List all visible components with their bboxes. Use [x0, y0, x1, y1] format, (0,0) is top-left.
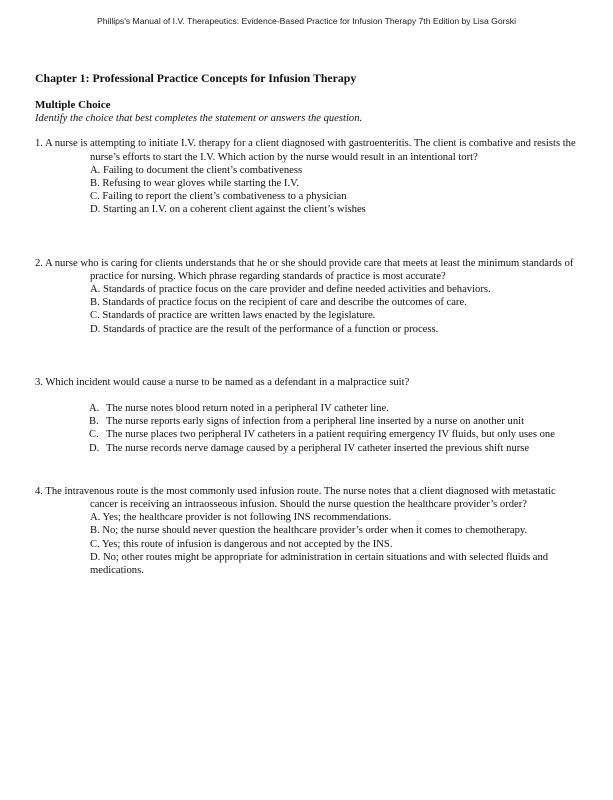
question-stem: 3. Which incident would cause a nurse to be named as a defendant in a malpractice suit? — [35, 376, 410, 388]
answer-options — [35, 164, 585, 217]
answer-option-c: C. Standards of practice are written laws enacted by the legislature. — [90, 310, 376, 322]
answer-option-c: C. Failing to report the client’s combativeness to a physician — [90, 191, 347, 203]
answer-option-d — [35, 442, 585, 455]
section-instructions: Identify the choice that best completes the statement or answers the question. — [35, 113, 363, 125]
answer-option-d: D. Standards of practice are the result of the performance of a function or process. — [90, 323, 439, 335]
answer-option-c — [35, 428, 585, 441]
question-1 — [35, 137, 585, 216]
document-body — [35, 72, 585, 577]
question-stem: 1. A nurse is attempting to initiate I.V. therapy for a client diagnosed with gastroenteritis. The client is combative and resists the nurse’s efforts to start the I.V. Which action by the nurse would result in an intentional tort? — [35, 138, 576, 163]
option-letter: B. — [89, 416, 99, 428]
answer-option-b: B. Refusing to wear gloves while starting the I.V. — [90, 178, 299, 190]
answer-option-d: D. Starting an I.V. on a coherent client against the client’s wishes — [90, 204, 366, 216]
question-4 — [35, 485, 585, 577]
answer-option-a: A. Standards of practice focus on the care provider and define needed activities and behaviors. — [90, 284, 491, 296]
answer-option-d: D. No; other routes might be appropriate for administration in certain situations and with selected fluids and medications. — [90, 551, 549, 577]
option-text: The nurse places two peripheral IV catheters in a patient requiring emergency IV fluids, but only uses one — [106, 429, 555, 441]
option-text: The nurse notes blood return noted in a peripheral IV catheter line. — [106, 403, 389, 415]
answer-options — [35, 511, 585, 577]
answer-option-a: A. Failing to document the client’s combativeness — [90, 164, 303, 176]
running-header: Phillips's Manual of I.V. Therapeutics: Evidence-Based Practice for Infusion Therapy 7th Edition by Lisa Gorski — [97, 16, 516, 26]
option-letter: D. — [89, 442, 100, 454]
question-stem: 4. The intravenous route is the most commonly used infusion route. The nurse notes that a client diagnosed with metastatic cancer is receiving an intraosseous infusion. Should the nurse question the healthcare provider’s order? — [35, 485, 556, 511]
answer-options — [35, 402, 585, 455]
question-3 — [35, 376, 585, 455]
option-letter: C. — [89, 429, 99, 441]
answer-option-a — [35, 402, 585, 415]
question-2 — [35, 257, 585, 336]
answer-option-b: B. Standards of practice focus on the recipient of care and describe the outcomes of care. — [90, 297, 467, 309]
answer-option-a: A. Yes; the healthcare provider is not following INS recommendations. — [90, 512, 392, 524]
question-stem: 2. A nurse who is caring for clients understands that he or she should provide care that meets at least the minimum standards of practice for nursing. Which phrase regarding standards of practice is most accurate? — [35, 257, 574, 282]
answer-option-b — [35, 415, 585, 428]
option-text: The nurse reports early signs of infection from a peripheral line inserted by a nurse on another unit — [106, 416, 525, 428]
section-title: Multiple Choice — [35, 99, 111, 112]
answer-option-b: B. No; the nurse should never question the healthcare provider’s order when it comes to chemotherapy. — [90, 525, 528, 537]
option-letter: A. — [89, 403, 100, 415]
option-text: The nurse records nerve damage caused by a peripheral IV catheter inserted the previous shift nurse — [106, 442, 530, 454]
chapter-title: Chapter 1: Professional Practice Concepts for Infusion Therapy — [35, 71, 357, 85]
answer-options — [35, 283, 585, 336]
answer-option-c: C. Yes; this route of infusion is dangerous and not accepted by the INS. — [90, 538, 393, 550]
